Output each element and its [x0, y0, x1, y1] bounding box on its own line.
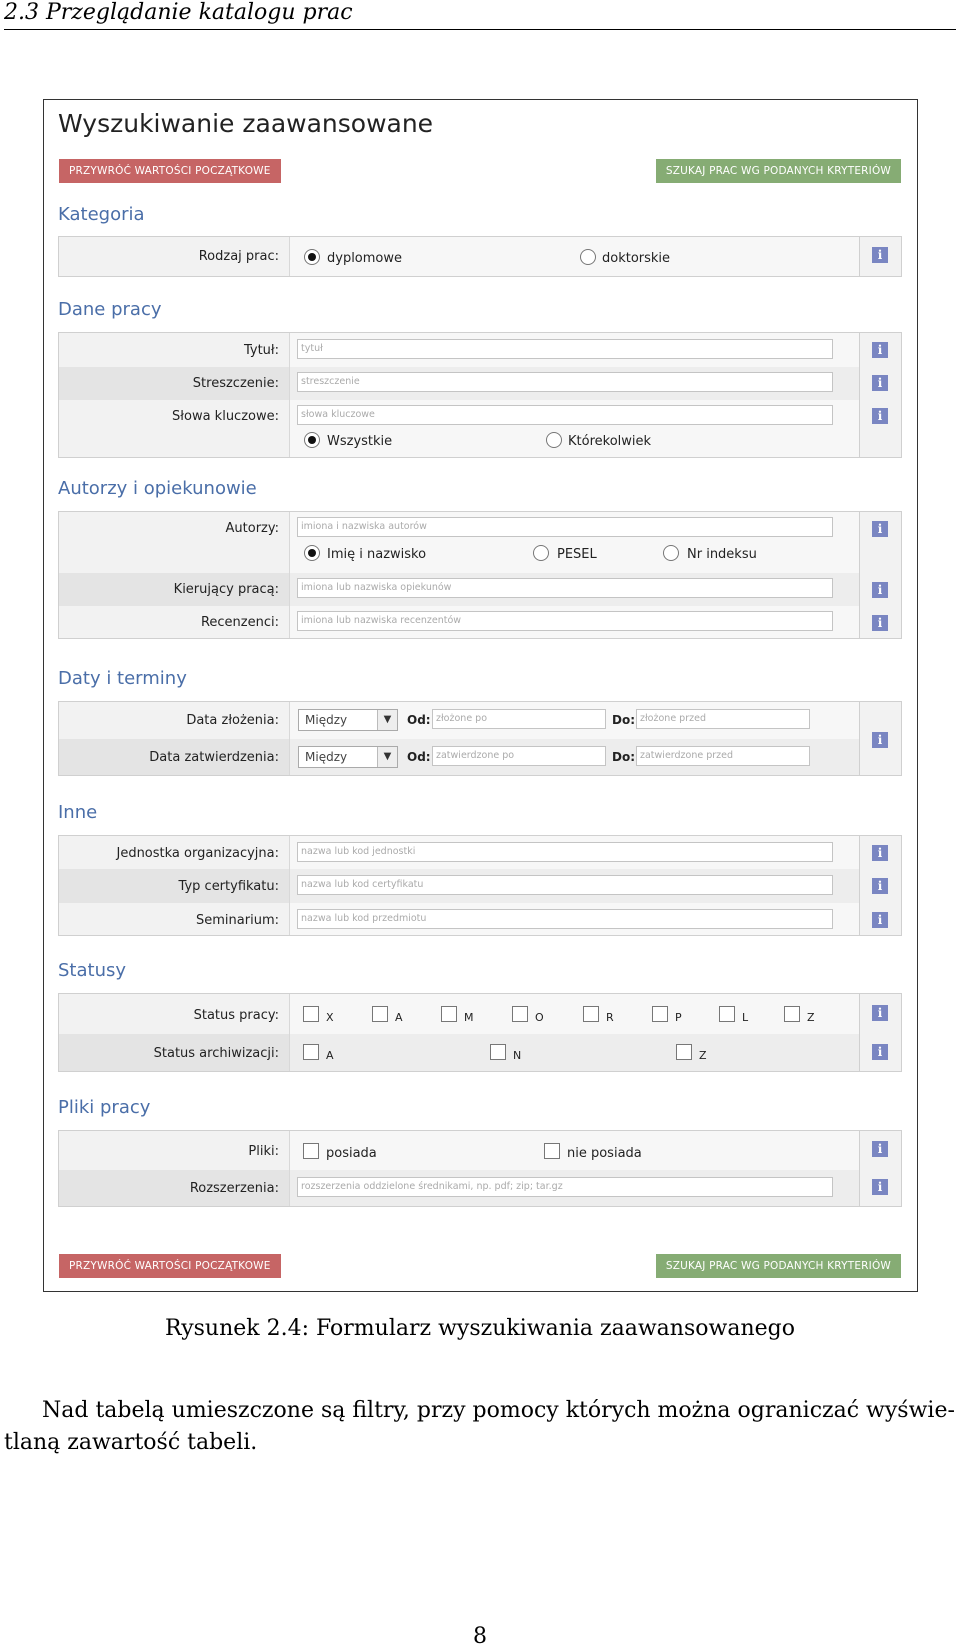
seminarium-input[interactable]: nazwa lub kod przedmiotu: [297, 909, 833, 929]
info-icon[interactable]: i: [872, 521, 888, 537]
pliki-label: Pliki:: [248, 1144, 279, 1159]
info-icon[interactable]: i: [872, 845, 888, 861]
checkbox-nie-posiada[interactable]: [544, 1143, 560, 1159]
data-zlozenia-label: Data złożenia:: [186, 713, 279, 728]
checkbox-status-a-label: A: [395, 1011, 403, 1024]
info-icon[interactable]: i: [872, 1141, 888, 1157]
reset-button[interactable]: PRZYWRÓĆ WARTOŚCI POCZĄTKOWE: [59, 159, 281, 183]
do-label: Do:: [612, 750, 636, 764]
checkbox-archiwizacja-z-label: Z: [699, 1049, 707, 1062]
checkbox-nie-posiada-label: nie posiada: [567, 1146, 642, 1161]
section-inne: [58, 835, 902, 936]
section-statusy: [58, 993, 902, 1072]
row-rozszerzenia: [59, 1170, 859, 1206]
radio-doktorskie[interactable]: [580, 249, 596, 265]
section-title-inne: Inne: [58, 802, 98, 823]
zlozenia-od-input[interactable]: złożone po: [432, 709, 606, 729]
slowa-kluczowe-input[interactable]: słowa kluczowe: [297, 405, 833, 425]
checkbox-status-a[interactable]: [372, 1006, 388, 1022]
row-certyfikat: [59, 869, 859, 903]
checkbox-status-m-label: M: [464, 1011, 474, 1024]
row-status-archiwizacji: [59, 1034, 859, 1071]
row-slowa-kluczowe: [59, 400, 859, 457]
section-autorzy: [58, 511, 902, 639]
info-icon[interactable]: i: [872, 878, 888, 894]
radio-pesel-label: PESEL: [557, 547, 597, 562]
info-icon[interactable]: i: [872, 1044, 888, 1060]
info-icon[interactable]: i: [872, 912, 888, 928]
checkbox-status-r[interactable]: [583, 1006, 599, 1022]
info-icon[interactable]: i: [872, 408, 888, 424]
recenzenci-input[interactable]: imiona lub nazwiska recenzentów: [297, 611, 833, 631]
info-icon[interactable]: i: [872, 732, 888, 748]
checkbox-status-p-label: P: [675, 1011, 682, 1024]
rodzaj-prac-label: Rodzaj prac:: [198, 249, 279, 264]
section-daty: [58, 701, 902, 776]
paragraph-line-1: Nad tabelą umieszczone są filtry, przy pomocy których można ograniczać wyświe-: [42, 1398, 955, 1423]
seminarium-label: Seminarium:: [196, 913, 279, 928]
body-paragraph: [4, 1395, 956, 1459]
checkbox-status-m[interactable]: [441, 1006, 457, 1022]
radio-ktorekolwiek[interactable]: [546, 432, 562, 448]
radio-imie-nazwisko[interactable]: [304, 545, 320, 561]
od-label: Od:: [407, 750, 431, 764]
radio-dyplomowe-label: dyplomowe: [327, 251, 403, 266]
radio-doktorskie-label: doktorskie: [602, 251, 671, 266]
row-status-pracy: [59, 994, 859, 1034]
checkbox-status-z-label: Z: [807, 1011, 815, 1024]
section-title-autorzy: Autorzy i opiekunowie: [58, 478, 257, 499]
checkbox-archiwizacja-a[interactable]: [303, 1044, 319, 1060]
zatwierdzenia-do-input[interactable]: zatwierdzone przed: [636, 746, 810, 766]
chevron-down-icon: ▼: [377, 710, 397, 730]
tytul-label: Tytuł:: [243, 343, 279, 358]
recenzenci-label: Recenzenci:: [200, 615, 279, 630]
radio-nr-indeksu[interactable]: [663, 545, 679, 561]
slowa-kluczowe-label: Słowa kluczowe:: [172, 409, 279, 424]
radio-wszystkie-label: Wszystkie: [327, 434, 393, 449]
section-dane-pracy: [58, 332, 902, 458]
checkbox-status-r-label: R: [606, 1011, 614, 1024]
search-button[interactable]: SZUKAJ PRAC WG PODANYCH KRYTERIÓW: [656, 159, 901, 183]
checkbox-posiada-label: posiada: [326, 1146, 377, 1161]
radio-ktorekolwiek-label: Którekolwiek: [568, 434, 652, 449]
autorzy-label: Autorzy:: [225, 521, 279, 536]
checkbox-status-o[interactable]: [512, 1006, 528, 1022]
status-archiwizacji-label: Status archiwizacji:: [153, 1046, 279, 1061]
info-icon[interactable]: i: [872, 342, 888, 358]
status-pracy-label: Status pracy:: [193, 1008, 279, 1023]
checkbox-status-z[interactable]: [784, 1006, 800, 1022]
jednostka-input[interactable]: nazwa lub kod jednostki: [297, 842, 833, 862]
checkbox-status-x-label: X: [326, 1011, 334, 1024]
kierujacy-label: Kierujący pracą:: [173, 582, 279, 597]
chevron-down-icon: ▼: [377, 747, 397, 767]
page-number: 8: [473, 1624, 487, 1649]
info-icon[interactable]: i: [872, 1005, 888, 1021]
checkbox-status-l[interactable]: [719, 1006, 735, 1022]
figure-screenshot: [43, 99, 918, 1292]
row-pliki: [59, 1131, 859, 1170]
radio-imie-nazwisko-label: Imię i nazwisko: [327, 547, 427, 562]
running-header: 2.3 Przeglądanie katalogu prac: [4, 0, 956, 30]
checkbox-posiada[interactable]: [303, 1143, 319, 1159]
form-title: Wyszukiwanie zaawansowane: [58, 109, 434, 138]
checkbox-status-p[interactable]: [652, 1006, 668, 1022]
zatwierdzenia-od-input[interactable]: zatwierdzone po: [432, 746, 606, 766]
row-data-zatwierdzenia: [59, 739, 859, 775]
row-jednostka: [59, 836, 859, 869]
certyfikat-input[interactable]: nazwa lub kod certyfikatu: [297, 875, 833, 895]
row-kierujacy: [59, 573, 859, 606]
row-tytul: [59, 333, 859, 367]
row-data-zlozenia: [59, 702, 859, 739]
checkbox-status-l-label: L: [742, 1011, 749, 1024]
tytul-input[interactable]: tytuł: [297, 339, 833, 359]
kierujacy-input[interactable]: imiona lub nazwiska opiekunów: [297, 578, 833, 598]
certyfikat-label: Typ certyfikatu:: [178, 879, 279, 894]
figure-caption: Rysunek 2.4: Formularz wyszukiwania zaawansowanego: [165, 1316, 795, 1341]
data-zlozenia-select[interactable]: Między ▼: [298, 709, 398, 731]
section-title-dane-pracy: Dane pracy: [58, 299, 162, 320]
info-icon[interactable]: i: [872, 615, 888, 631]
rozszerzenia-input[interactable]: rozszerzenia oddzielone średnikami, np. pdf; zip; tar.gz: [297, 1177, 833, 1197]
section-kategoria: [58, 236, 902, 277]
checkbox-status-x[interactable]: [303, 1006, 319, 1022]
row-recenzenci: [59, 606, 859, 638]
info-icon[interactable]: i: [872, 1179, 888, 1195]
section-title-statusy: Statusy: [58, 960, 127, 981]
radio-dyplomowe[interactable]: [304, 249, 320, 265]
section-title-pliki: Pliki pracy: [58, 1097, 151, 1118]
checkbox-archiwizacja-a-label: A: [326, 1049, 334, 1062]
do-label: Do:: [612, 713, 636, 727]
radio-pesel[interactable]: [533, 545, 549, 561]
checkbox-archiwizacja-n[interactable]: [490, 1044, 506, 1060]
search-button-bottom[interactable]: SZUKAJ PRAC WG PODANYCH KRYTERIÓW: [656, 1254, 901, 1278]
info-icon[interactable]: i: [872, 375, 888, 391]
info-icon[interactable]: i: [872, 582, 888, 598]
row-rodzaj-prac: [59, 237, 859, 276]
row-seminarium: [59, 903, 859, 935]
radio-wszystkie[interactable]: [304, 432, 320, 448]
checkbox-archiwizacja-n-label: N: [513, 1049, 522, 1062]
streszczenie-input[interactable]: streszczenie: [297, 372, 833, 392]
streszczenie-label: Streszczenie:: [192, 376, 279, 391]
data-zatwierdzenia-select[interactable]: Między ▼: [298, 746, 398, 768]
reset-button-bottom[interactable]: PRZYWRÓĆ WARTOŚCI POCZĄTKOWE: [59, 1254, 281, 1278]
rozszerzenia-label: Rozszerzenia:: [189, 1181, 279, 1196]
checkbox-archiwizacja-z[interactable]: [676, 1044, 692, 1060]
radio-nr-indeksu-label: Nr indeksu: [687, 547, 757, 562]
checkbox-status-o-label: O: [535, 1011, 544, 1024]
autorzy-input[interactable]: imiona i nazwiska autorów: [297, 517, 833, 537]
section-pliki: [58, 1130, 902, 1207]
section-title-kategoria: Kategoria: [58, 204, 145, 225]
data-zatwierdzenia-label: Data zatwierdzenia:: [149, 750, 279, 765]
zlozenia-do-input[interactable]: złożone przed: [636, 709, 810, 729]
paragraph-line-2: tlaną zawartość tabeli.: [4, 1430, 258, 1455]
section-title-daty: Daty i terminy: [58, 668, 187, 689]
row-autorzy: [59, 512, 859, 573]
info-icon[interactable]: i: [872, 247, 888, 263]
od-label: Od:: [407, 713, 431, 727]
row-streszczenie: [59, 367, 859, 400]
jednostka-label: Jednostka organizacyjna:: [116, 846, 279, 861]
